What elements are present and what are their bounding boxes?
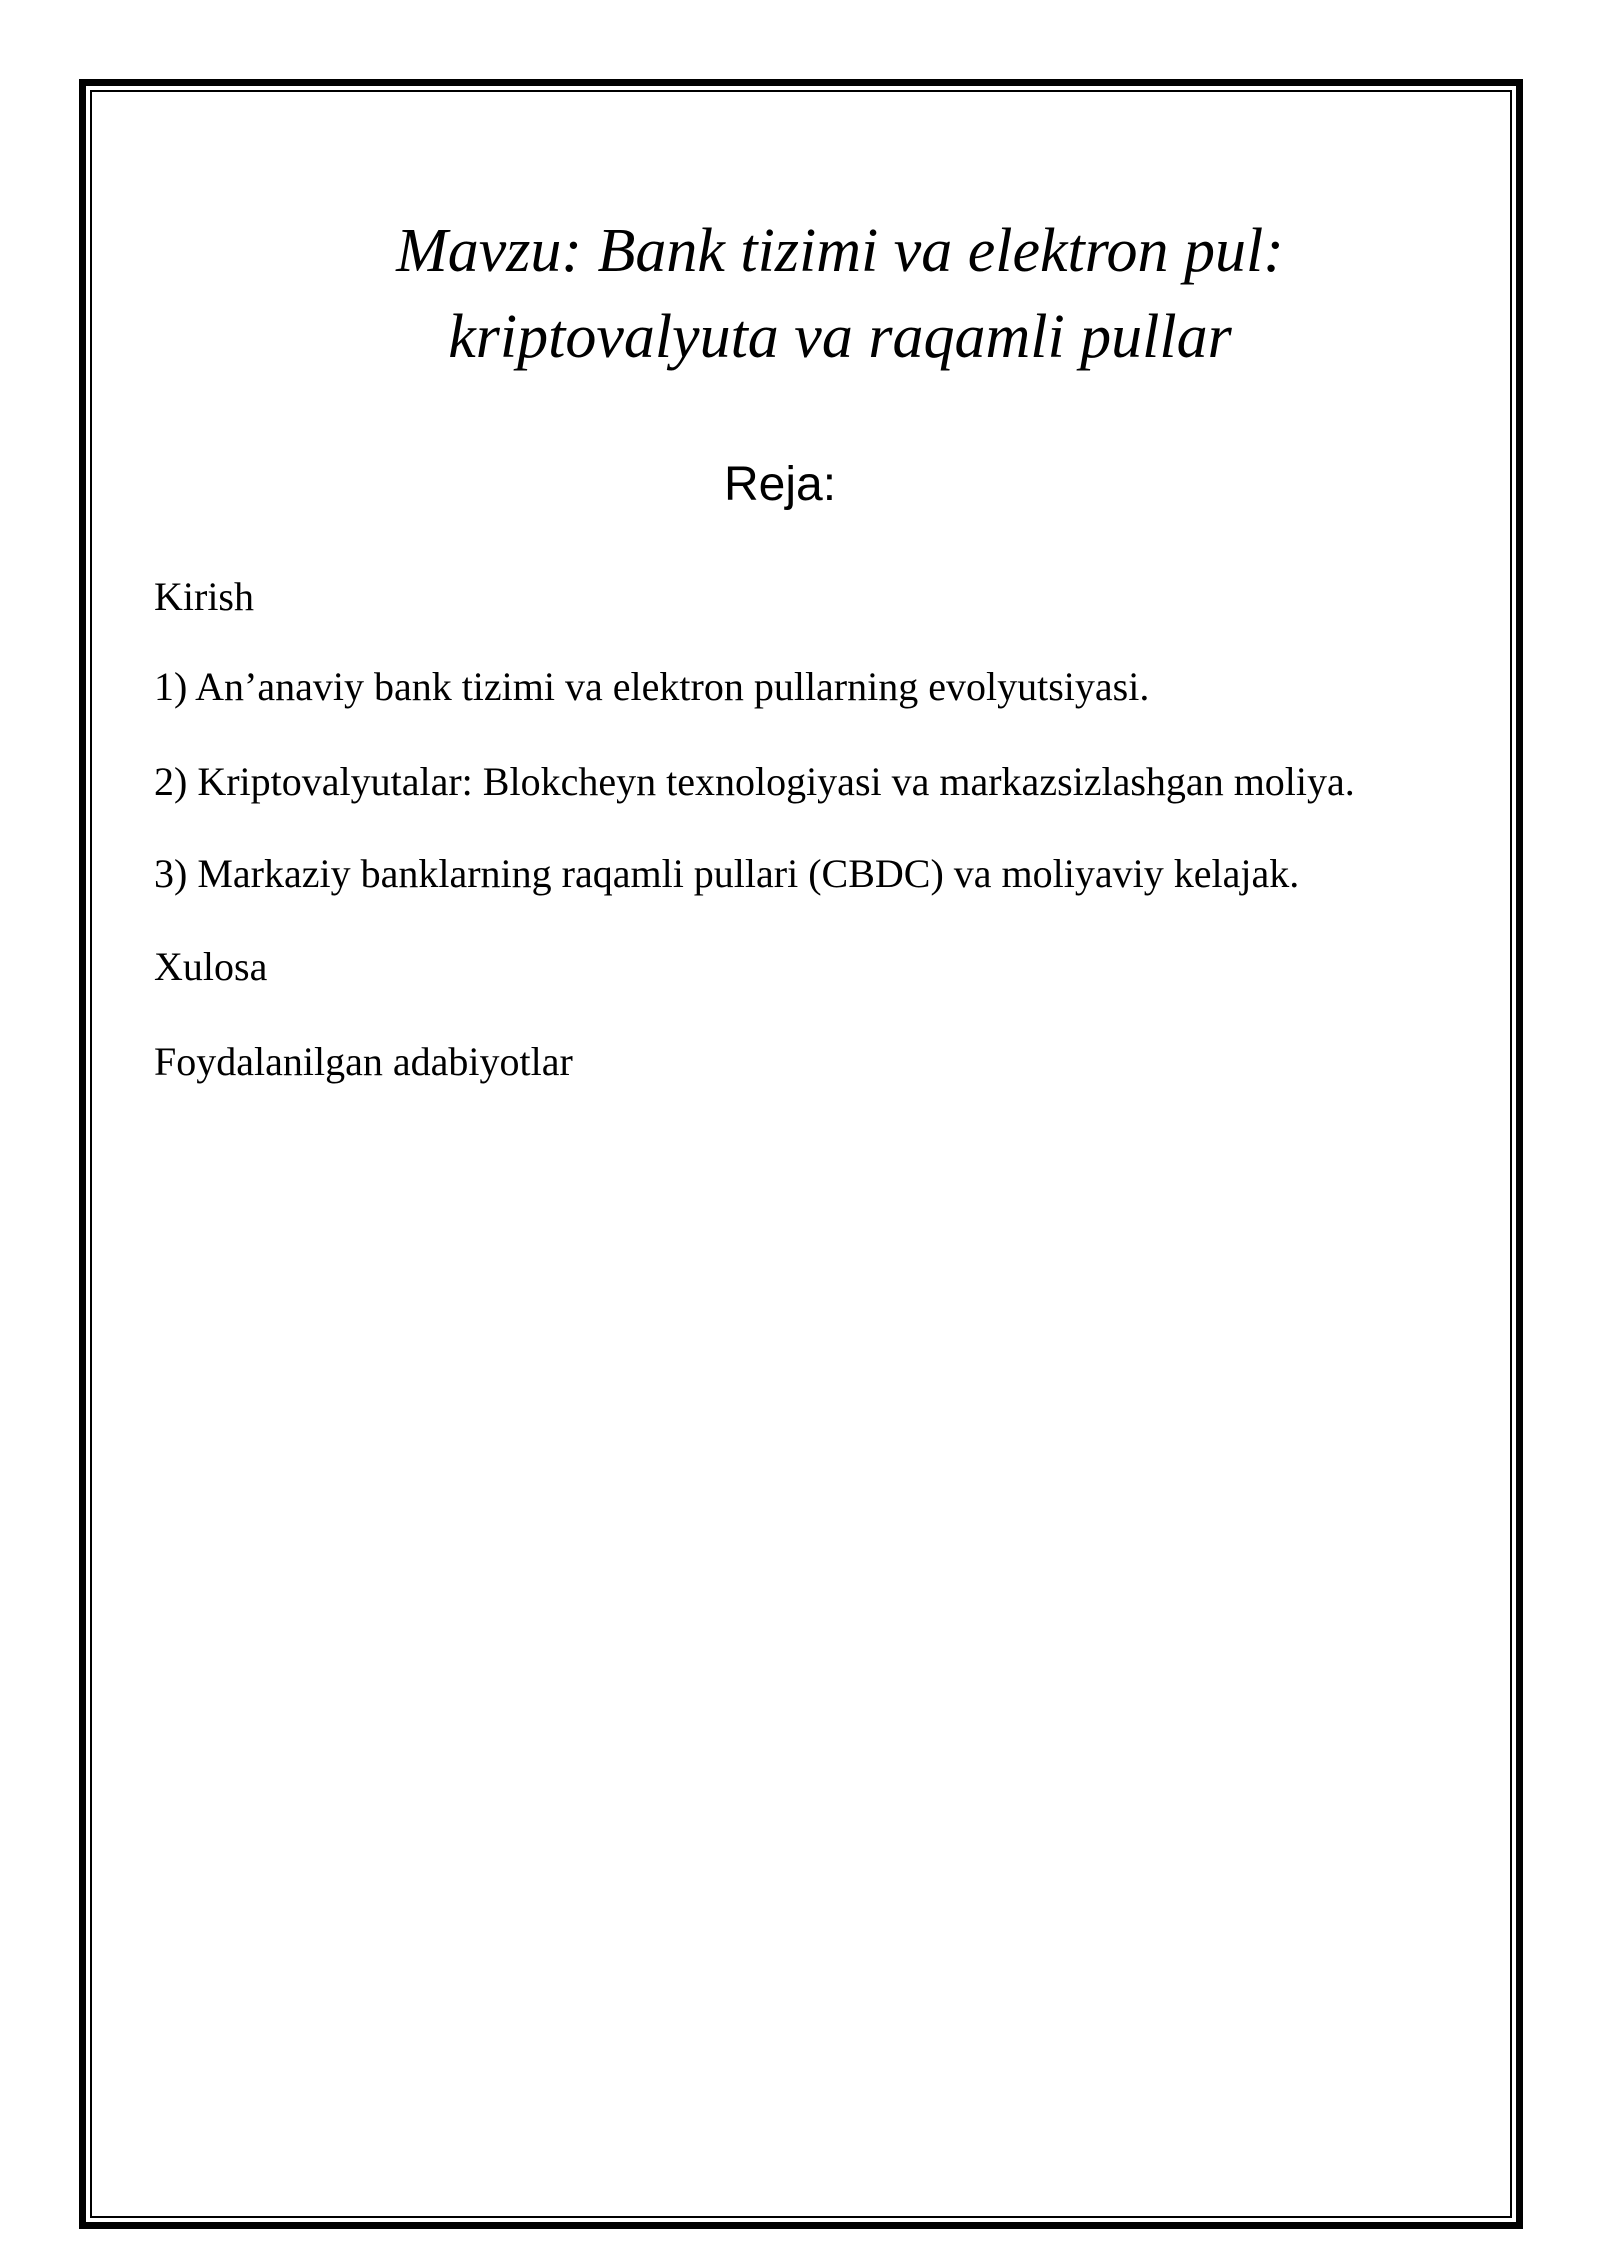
plan-heading: Reja: xyxy=(723,458,837,511)
plan-item-2: 2) Kriptovalyutalar: Blokcheyn texnologiyasi va markazsizlashgan moliya. xyxy=(154,759,1355,804)
plan-item-references: Foydalanilgan adabiyotlar xyxy=(154,1039,573,1084)
page-border-inner xyxy=(90,90,1512,2218)
plan-item-introduction: Kirish xyxy=(154,574,254,619)
document-title xyxy=(200,208,1480,380)
plan-item-conclusion: Xulosa xyxy=(154,944,268,989)
plan-item-1: 1) An’anaviy bank tizimi va elektron pullarning evolyutsiyasi. xyxy=(154,664,1150,709)
document-title-line-2: kriptovalyuta va raqamli pullar xyxy=(448,303,1232,371)
plan-item-3: 3) Markaziy banklarning raqamli pullari (CBDC) va moliyaviy kelajak. xyxy=(154,851,1300,896)
document-title-line-1: Mavzu: Bank tizimi va elektron pul: xyxy=(396,217,1284,285)
